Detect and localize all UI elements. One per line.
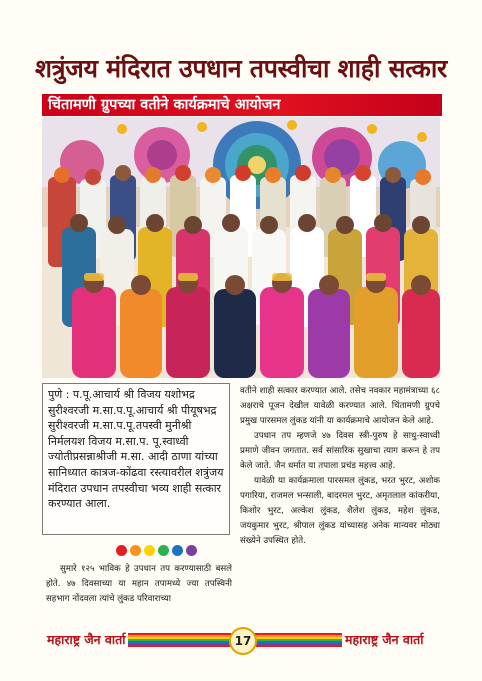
purple-dot-icon <box>186 545 197 556</box>
red-dot-icon <box>116 545 127 556</box>
right-paragraph-2: उपधान तप म्हणजे ४७ दिवस स्त्री-पुरुष हे साधु-स्वाध्वी प्रमाणे जीवन जगतात. सर्व सांसारिक सुखाचा त्याग करून हे तप केले जाते. जैन धर्मात या तपाला प्रचंड महत्त्व आहे. <box>240 431 440 471</box>
right-paragraph-3: यावेळी या कार्यक्रमाला पारसमल लुंकड, भरत भुरट, अशोक पगारिया, राजमल भन्साली, बादरमल भुरट, अमृतलाल कांकरीया, किशोर भुरट, अल्केश लुंकड, शैलेश लुंकड, महेश लुंकड, जयकुमार भुरट, श्रीपाल लुंकड यांच्यासह अनेक मान्यवर मोठ्या संख्येने उपस्थित होते. <box>240 476 440 546</box>
orange-dot-icon <box>130 545 141 556</box>
article-headline: शत्रुंजय मंदिरात उपधान तपस्वीचा शाही सत्कार <box>35 54 447 83</box>
event-group-photo <box>42 117 440 378</box>
left-body-paragraph: सुमारे १२५ भाविक हे उपधान तप करण्यासाठी बसले होते. ४७ दिवसाच्या या महान तपामध्ये ज्या तपस्विनी सहभाग नोंदवला त्यांचे लुंकड परिवाराच्या <box>46 564 232 604</box>
blue-dot-icon <box>172 545 183 556</box>
footer-publication-right: महाराष्ट्र जैन वार्ता <box>342 630 426 650</box>
left-body-column <box>46 562 232 607</box>
article-subheadline: चिंतामणी ग्रुपच्या वतीने कार्यक्रमाचे आयोजन <box>48 97 281 113</box>
lead-text: पुणे : प.पू.आचार्य श्री विजय यशोभद्र सुरीश्वरजी म.सा.प.पू.आचार्य श्री पीयूषभद्र सुरीश्वरजी म.सा.प.पू.तपस्वी मुनीश्री निर्मलयश विजय म.सा.प. पू.स्वाध्वी ज्योतीप्रसन्नाश्रीजी म.सा. आदी ठाणा यांच्या सानिध्यात कात्रज-कोंढवा रस्त्यावरील शत्रुंजय मंदिरात उपधान तपस्वीचा भव्य शाही सत्कार करण्यात आला. <box>48 388 224 511</box>
right-body-column <box>240 384 440 549</box>
green-dot-icon <box>158 545 169 556</box>
lead-paragraph <box>48 387 226 512</box>
footer-publication-left: महाराष्ट्र जैन वार्ता <box>44 630 128 650</box>
page-number: 17 <box>229 627 257 655</box>
yellow-dot-icon <box>144 545 155 556</box>
right-paragraph-1: वतीने शाही सत्कार करण्यात आले. तसेच नवकार महामंत्राच्या ६८ अक्षराचे पूजन देखील यावेळी करण्यात आले. चिंतामणी ग्रुपचे प्रमुख पारसमल लुंकड यांनी या कार्यक्रमाचे आयोजन केले आहे. <box>240 386 440 426</box>
